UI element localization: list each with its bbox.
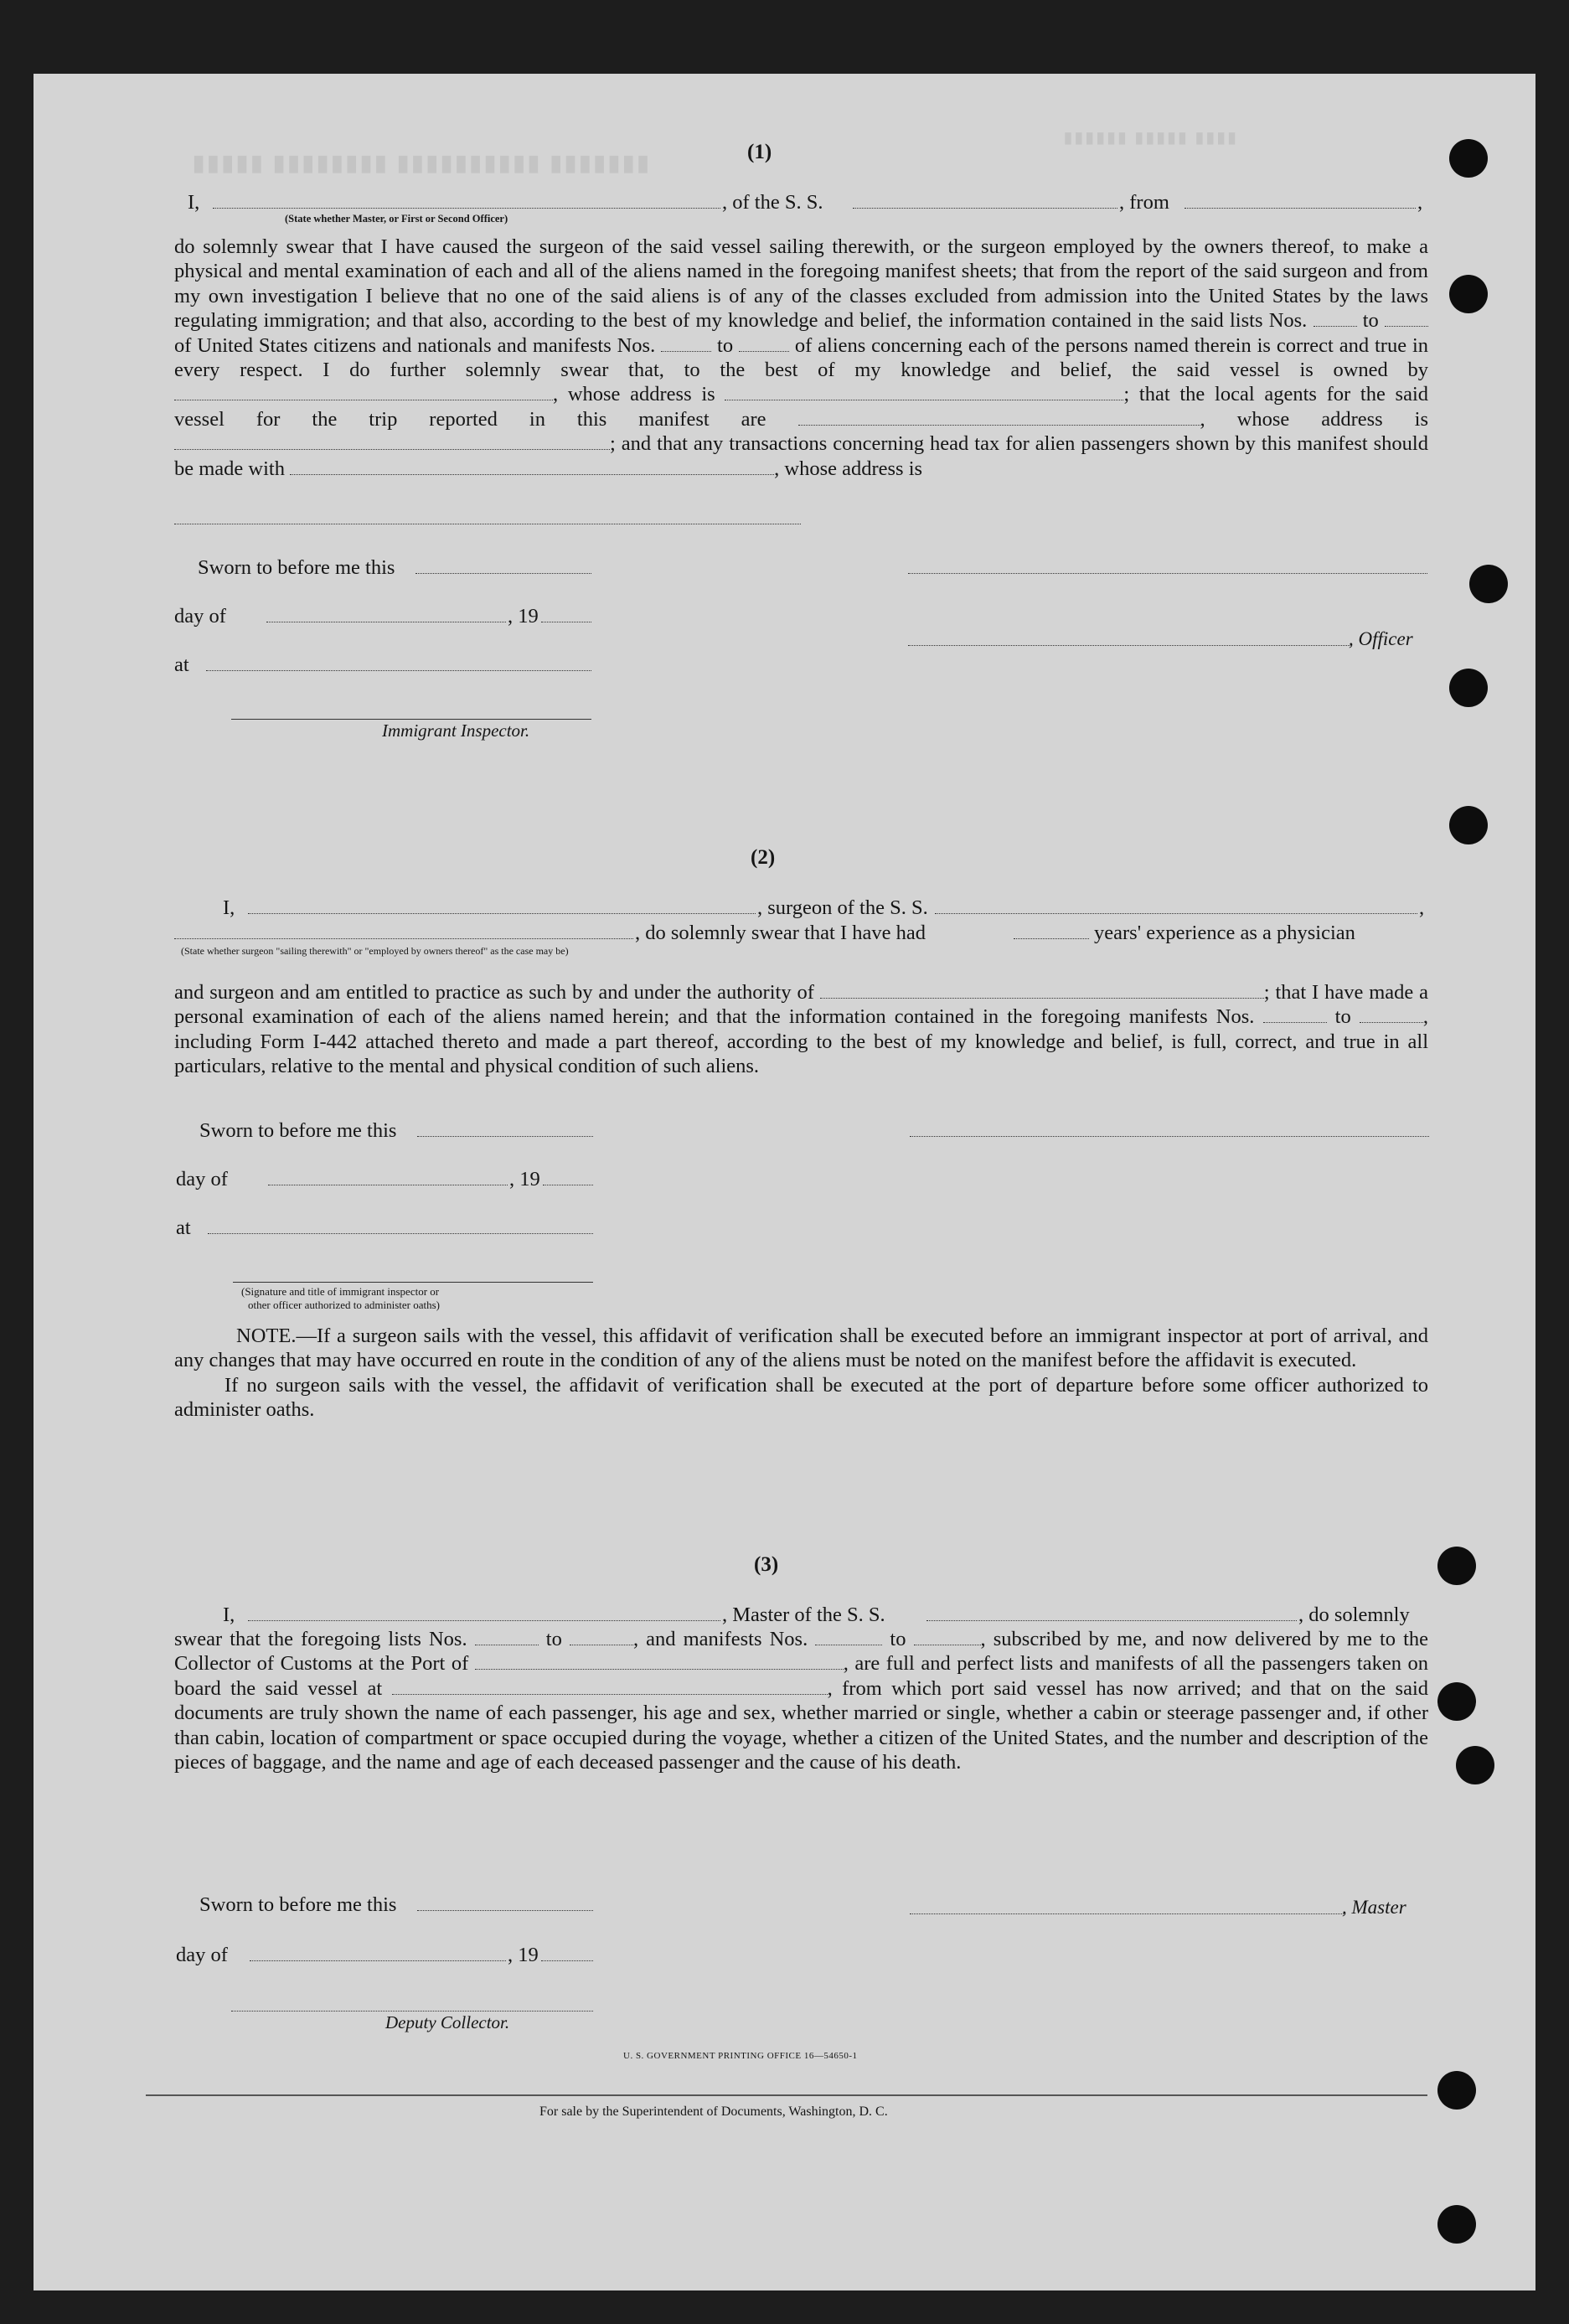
s1-i-label: I, (188, 191, 200, 214)
punch-hole (1449, 139, 1488, 178)
s1-of-ss-label: , of the S. S. (722, 191, 823, 214)
s3-sworn-field[interactable] (417, 1910, 593, 1911)
s3-day-field[interactable] (250, 1960, 506, 1961)
s3-year-label: , 19 (508, 1944, 539, 1966)
s2-manifests-from-field[interactable] (1263, 1007, 1327, 1023)
s1-officer-signature-field[interactable] (908, 645, 1352, 646)
s3-master-label: , Master (1342, 1897, 1406, 1918)
s1-owner-address-field[interactable] (725, 385, 1123, 400)
s1-at-label: at (174, 653, 189, 676)
s2-i-label: I, (223, 896, 235, 919)
s1-inspector-signature-line[interactable] (231, 719, 591, 720)
s2-at-field[interactable] (208, 1233, 593, 1234)
punch-hole (1437, 2071, 1476, 2110)
bleed-through-text: ▮▮▮▮▮▮ ▮▮▮▮▮ ▮▮▮▮ (1064, 129, 1239, 146)
s3-collector-signature-line[interactable] (231, 2011, 593, 2012)
s1-from-label: , from (1119, 191, 1169, 214)
s2-surgeon-ss-label: , surgeon of the S. S. (757, 896, 928, 919)
punch-hole (1449, 275, 1488, 313)
s3-manifests-from-field[interactable] (815, 1629, 882, 1645)
s3-sworn-label: Sworn to before me this (199, 1893, 397, 1916)
s1-day-of-label: day of (174, 605, 226, 627)
s2-sig-note-1: (Signature and title of immigrant inspector or (241, 1285, 440, 1298)
s1-lists-from-field[interactable] (1314, 311, 1357, 327)
s1-agents-address-field[interactable] (174, 434, 610, 450)
s2-swear-label: , do solemnly swear that I have had (635, 922, 926, 944)
s1-body: do solemnly swear that I have caused the surgeon of the said vessel sailing therewith, or the surgeon employed by the owners thereof, to make a physical and mental examination of each and all of the aliens named in the foregoing manifest sheets; that from the report of the said surgeon and from my own investigation I believe that no one of the said aliens is of any of the classes excluded from admission into the United States by the laws regulating immigration; and that also, according to the best of my knowledge and belief, the information contained in the said lists Nos. to of United States citizens and nationals and manifests Nos. to of aliens concerning each of the persons named therein is correct and true in every respect. I do further solemnly swear that, to the best of my knowledge and belief, the said vessel is owned by , whose address is ; that the local agents for the said vessel for the trip reported in this manifest are , whose address is ; and that any transactions concerning head tax for alien passengers shown by this manifest should be made with , whose address is (174, 235, 1429, 480)
s2-years-field[interactable] (1014, 938, 1089, 939)
footer-rule (146, 2094, 1427, 2096)
s3-master-name-field[interactable] (248, 1620, 720, 1621)
s3-port-boarded-field[interactable] (392, 1679, 828, 1695)
s2-comma: , (1419, 896, 1425, 919)
s3-year-field[interactable] (541, 1960, 593, 1961)
s2-body: and surgeon and am entitled to practice as such by and under the authority of ; that I have made a personal examination of each of the aliens named herein; and that the information contained in the foregoing manifests Nos. to , including Form I-442 attached thereto and made a part thereof, according to the best of my knowledge and belief, is full, correct, and true in all particulars, relative to the mental and physical condition of such aliens. (174, 981, 1429, 1078)
s2-day-of-label: day of (176, 1168, 228, 1190)
s2-sworn-label: Sworn to before me this (199, 1119, 397, 1142)
s3-manifests-to-field[interactable] (914, 1629, 981, 1645)
punch-hole (1437, 1547, 1476, 1585)
s1-year-label: , 19 (508, 605, 539, 627)
punch-hole (1449, 806, 1488, 844)
s2-ship-name-field[interactable] (935, 913, 1417, 914)
s3-ship-name-field[interactable] (926, 1620, 1297, 1621)
s1-officer-name-field[interactable] (213, 208, 720, 209)
section-3-number: (3) (754, 1553, 779, 1576)
sale-notice: For sale by the Superintendent of Documents, Washington, D. C. (539, 2105, 888, 2119)
s2-manifests-to-field[interactable] (1360, 1007, 1423, 1023)
s2-signature-field[interactable] (910, 1136, 1429, 1137)
bleed-through-text: ▮▮▮▮▮ ▮▮▮▮▮▮▮▮ ▮▮▮▮▮▮▮▮▮▮ ▮▮▮▮▮▮▮ (193, 151, 652, 175)
punch-hole (1437, 1682, 1476, 1721)
s2-year-label: , 19 (509, 1168, 540, 1190)
s1-head-tax-field[interactable] (290, 459, 774, 475)
s3-master-ss-label: , Master of the S. S. (722, 1604, 885, 1626)
punch-hole (1469, 565, 1508, 603)
s1-officer-label: , Officer (1349, 628, 1413, 649)
s3-day-of-label: day of (176, 1944, 228, 1966)
s2-surgeon-note: (State whether surgeon "sailing therewith" or "employed by owners thereof" as the case may be) (181, 945, 569, 957)
s3-master-signature-field[interactable] (910, 1913, 1344, 1914)
section-1-number: (1) (747, 141, 772, 163)
s3-swear-label: , do solemnly (1298, 1604, 1410, 1626)
s1-inspector-label: Immigrant Inspector. (382, 720, 530, 741)
s3-lists-to-field[interactable] (570, 1629, 633, 1645)
s1-signature-field[interactable] (908, 573, 1427, 574)
s1-ship-name-field[interactable] (853, 208, 1117, 209)
s1-sworn-field[interactable] (415, 573, 591, 574)
s2-note-2: If no surgeon sails with the vessel, the affidavit of verification shall be executed at the port of departure before some officer authorized to administer oaths. (174, 1373, 1428, 1422)
s2-sig-note-2: other officer authorized to administer oaths) (248, 1299, 440, 1311)
s1-agents-field[interactable] (798, 410, 1200, 426)
punch-hole (1456, 1746, 1494, 1784)
s3-body: swear that the foregoing lists Nos. to , and manifests Nos. to , subscribed by me, and now delivered by me to the Collector of Customs at the Port of , are full and perfect lists and manifests of all the passengers taken on board the said vessel at , from which port said vessel has now arrived; and that on the said documents are truly shown the name of each passenger, his age and sex, whether married or single, whether a cabin or steerage passenger and, if other than cabin, location of compartment or space occupied during the voyage, whether a citizen of the United States, and the number and description of the pieces of baggage, and the name and age of each deceased passenger and the cause of his death. (174, 1628, 1429, 1774)
s1-manifests-from-field[interactable] (661, 336, 711, 352)
s3-port-field[interactable] (475, 1654, 844, 1670)
s1-manifests-to-field[interactable] (739, 336, 789, 352)
s1-comma: , (1417, 191, 1423, 214)
s2-signature-line[interactable] (233, 1282, 593, 1283)
s2-note-1: NOTE.—If a surgeon sails with the vessel, this affidavit of verification shall be executed before an immigrant inspector at port of arrival, and any changes that may have occurred en route in the condition of any of the aliens must be noted on the manifest before the affidavit is executed. (174, 1325, 1428, 1372)
gpo-imprint: U. S. GOVERNMENT PRINTING OFFICE 16—54650-1 (623, 2051, 858, 2061)
s1-from-field[interactable] (1184, 208, 1416, 209)
punch-hole (1437, 2205, 1476, 2244)
s2-surgeon-name-field[interactable] (248, 913, 756, 914)
s3-i-label: I, (223, 1604, 235, 1626)
s2-authority-field[interactable] (820, 983, 1264, 999)
s3-collector-label: Deputy Collector. (385, 2012, 510, 2032)
punch-hole (1449, 669, 1488, 707)
s2-note (174, 1324, 1428, 1423)
s3-lists-from-field[interactable] (475, 1629, 539, 1645)
section-2-number: (2) (751, 846, 776, 869)
s1-sworn-label: Sworn to before me this (198, 556, 395, 579)
s2-years-label: years' experience as a physician (1094, 922, 1355, 944)
document-page (34, 74, 1535, 2290)
s2-sworn-field[interactable] (417, 1136, 593, 1137)
s1-lists-to-field[interactable] (1385, 311, 1428, 327)
s2-at-label: at (176, 1216, 191, 1239)
s2-surgeon-status-field[interactable] (174, 938, 633, 939)
s1-owner-field[interactable] (174, 385, 553, 400)
s1-at-field[interactable] (206, 670, 591, 671)
s1-master-note: (State whether Master, or First or Second Officer) (285, 213, 508, 225)
